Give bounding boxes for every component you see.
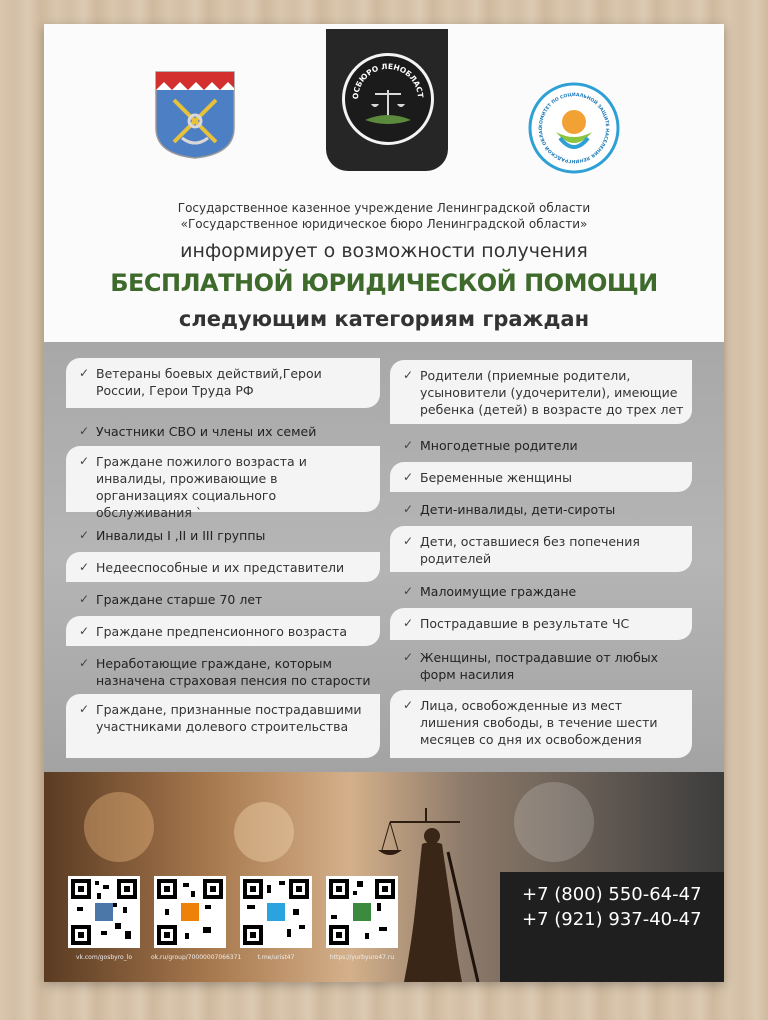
informs-text: информирует о возможности получения — [180, 240, 588, 262]
qr-code-ok[interactable] — [154, 876, 226, 948]
qr-caption: t.me/urist47 — [257, 954, 295, 961]
bokeh-light — [234, 802, 294, 862]
category-label: Инвалиды I ,II и III группы — [96, 528, 266, 543]
poster — [44, 24, 724, 982]
check-icon: ✓ — [403, 534, 414, 548]
phone-panel — [500, 872, 724, 982]
center-logo-text: ОСБЮРО ЛЕНОБЛАСТ — [350, 61, 426, 100]
qr-caption: vk.com/gosbyro_lo — [75, 954, 133, 961]
category-item — [66, 446, 380, 520]
category-item — [390, 360, 692, 424]
category-item — [66, 616, 380, 646]
check-icon: ✓ — [403, 698, 414, 712]
qr-code-icon — [243, 879, 309, 945]
category-item — [390, 608, 692, 640]
category-item — [66, 552, 380, 582]
category-item — [390, 494, 692, 524]
phone-number[interactable]: +7 (921) 937-40-47 — [522, 909, 702, 930]
check-icon: ✓ — [403, 502, 414, 516]
category-item — [390, 462, 692, 492]
check-icon: ✓ — [79, 592, 90, 606]
category-item — [66, 694, 380, 758]
check-icon: ✓ — [79, 454, 90, 468]
org-line-1: Государственное казенное учреждение Ленинградской области — [177, 201, 591, 215]
qr-code-vk[interactable] — [68, 876, 140, 948]
scales-icon — [345, 56, 431, 142]
category-item — [390, 576, 692, 606]
center-logo-panel — [326, 29, 448, 171]
bokeh-light — [84, 792, 154, 862]
check-icon: ✓ — [79, 656, 90, 670]
category-label: Женщины, пострадавшие от любых форм насилия — [420, 650, 659, 682]
category-label: Многодетные родители — [420, 438, 578, 453]
category-label: Малоимущие граждане — [420, 584, 577, 599]
social-logo-text: КОМИТЕТ ПО СОЦИАЛЬНОЙ ЗАЩИТЕ НАСЕЛЕНИЯ ЛЕНИНГРАДСКОЙ ОБЛАС — [538, 92, 610, 164]
qr-code-icon — [71, 879, 137, 945]
qr-caption: https://yurbyuro47.ru — [329, 954, 395, 961]
bokeh-light — [514, 782, 594, 862]
check-icon: ✓ — [79, 424, 90, 438]
category-item — [66, 584, 380, 614]
check-icon: ✓ — [79, 366, 90, 380]
check-icon: ✓ — [403, 650, 414, 664]
coat-of-arms-icon — [152, 68, 238, 160]
category-label: Ветераны боевых действий,Герои России, Герои Труда РФ — [96, 366, 322, 398]
category-item — [66, 416, 380, 446]
category-item — [390, 430, 692, 460]
category-label: Пострадавшие в результате ЧС — [420, 616, 630, 631]
phone-number[interactable]: +7 (800) 550-64-47 — [522, 884, 702, 905]
subheadline: следующим категориям граждан — [178, 307, 590, 331]
category-item — [390, 526, 692, 572]
footer-photo-band — [44, 772, 724, 982]
check-icon: ✓ — [403, 438, 414, 452]
qr-caption: ok.ru/group/70000007066371 — [151, 954, 242, 961]
category-item — [66, 520, 380, 550]
category-label: Граждане предпенсионного возраста — [96, 624, 347, 639]
category-item — [390, 690, 692, 758]
headline: БЕСПЛАТНОЙ ЮРИДИЧЕСКОЙ ПОМОЩИ — [110, 269, 658, 297]
category-label: Участники СВО и члены их семей — [96, 424, 317, 439]
category-label: Недееспособные и их представители — [96, 560, 345, 575]
check-icon: ✓ — [403, 616, 414, 630]
qr-code-icon — [329, 879, 395, 945]
category-label: Неработающие граждане, которым назначена страховая пенсия по старости — [96, 656, 371, 688]
check-icon: ✓ — [79, 528, 90, 542]
category-label: Дети, оставшиеся без попечения родителей — [420, 534, 640, 566]
categories-grid — [44, 342, 724, 772]
category-label: Беременные женщины — [420, 470, 572, 485]
category-label: Родители (приемные родители, усыновители (удочерители), имеющие ребенка (детей) в возрасте до трех лет — [420, 368, 684, 417]
category-label: Лица, освобожденные из мест лишения свободы, в течение шести месяцев со дня их освобождения — [420, 698, 658, 747]
category-item — [66, 358, 380, 408]
social-protection-logo — [528, 82, 620, 174]
category-item — [66, 648, 380, 692]
org-line-2: «Государственное юридическое бюро Ленинградской области» — [180, 217, 588, 231]
check-icon: ✓ — [79, 702, 90, 716]
category-label: Граждане пожилого возраста и инвалиды, проживающие в организациях социального обслуживания ` — [96, 454, 307, 520]
check-icon: ✓ — [79, 560, 90, 574]
qr-code-telegram[interactable] — [240, 876, 312, 948]
check-icon: ✓ — [403, 368, 414, 382]
check-icon: ✓ — [79, 624, 90, 638]
category-item — [390, 642, 692, 688]
category-label: Граждане, признанные пострадавшими участниками долевого строительства — [96, 702, 362, 734]
gosbyuro-logo — [342, 53, 434, 145]
check-icon: ✓ — [403, 584, 414, 598]
check-icon: ✓ — [403, 470, 414, 484]
category-label: Дети-инвалиды, дети-сироты — [420, 502, 616, 517]
organization-name — [44, 200, 724, 232]
category-label: Граждане старше 70 лет — [96, 592, 263, 607]
qr-code-icon — [157, 879, 223, 945]
qr-code-website[interactable] — [326, 876, 398, 948]
